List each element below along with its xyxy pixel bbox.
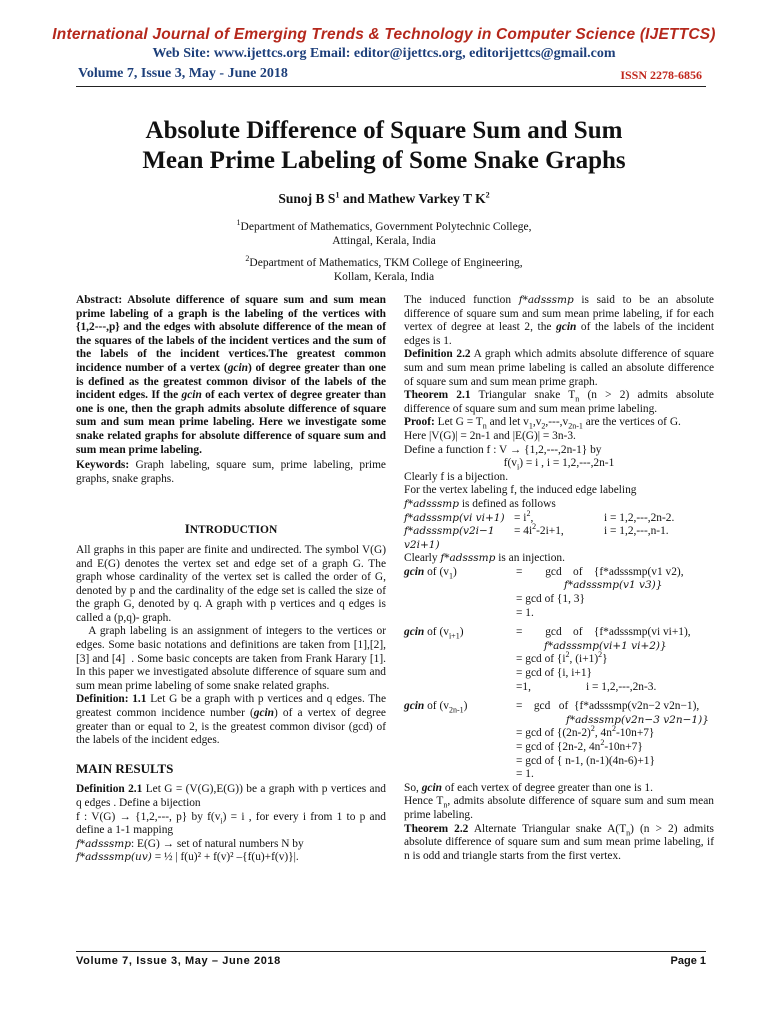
thm21-label: Theorem 2.1 [404, 389, 471, 402]
affil-2-line-1: Department of Mathematics, TKM College of Engineering, [249, 257, 523, 269]
g2-close: ) [459, 626, 464, 639]
eq2-mid-sup: 2 [532, 522, 537, 532]
affiliation-2 [0, 256, 768, 284]
author-1: Sunoj B S [278, 191, 336, 206]
def21-map-3: = ½ | f(u)² + f(v)² –{f(u)+f(v)}|. [151, 851, 299, 864]
so-gcin: gcin [421, 781, 442, 794]
authors [0, 191, 768, 207]
eq1-rhs: i = 1,2,---,2n-2. [604, 511, 675, 524]
g3-line-3b: , 4n [594, 727, 612, 740]
g2-label-gcin: gcin [404, 626, 425, 639]
intro-cap: I [184, 521, 190, 537]
def21-fn: f*adsssmp [76, 837, 131, 850]
eq2-lhs: f*adsssmp(v2i−1 v2i+1) [404, 525, 495, 551]
edge-rest: is defined as follows [458, 497, 556, 510]
g3-line-2: f*adsssmp(v2n−3 v2n−1)} [566, 713, 709, 726]
thm21-text: Triangular snake T [470, 389, 576, 402]
g3-line-6: = 1. [516, 768, 534, 781]
p1-gcin: gcin [556, 321, 577, 334]
proof: Proof: Let $G = T_n$ and let $v_1,v_2,---,v_{2n-1}$ are the vertices of G. [404, 416, 681, 431]
definition-2-1-mapping: f : V(G) → {1,2,---, p} by $f(v_i) = i$ , for every i from 1 to p and define a 1-1 mapping [76, 810, 387, 837]
gcin-v1-block [404, 566, 714, 580]
footer-rule [76, 951, 706, 952]
journal-title: International Journal of Emerging Trends & Technology in Computer Science (IJETTCS) [52, 26, 716, 43]
intro-paragraph-2: A graph labeling is an assignment of integers to the vertices or edges. Some basic notations and definitions are taken from [1],[2],[3] and [4] . Some basic concepts are taken from Frank Harary [1]. In this paper we investigated absolute difference of square sum and sum mean prime labeling of some snake related graphs. [76, 625, 389, 692]
g2-line-5b: i = 1,2,---,2n-3. [586, 680, 657, 693]
def11-text-2: ) of a vertex of degree greater than or equal to 2, is the greatest common divisor (gcd) of the labels of the incident edges. [76, 707, 386, 747]
induced-function-paragraph [404, 294, 714, 348]
g1-sub: 1 [448, 571, 453, 581]
equation-2 [404, 522, 714, 552]
def21-fn-2: f*adsssmp(uv) [76, 851, 152, 864]
abstract-gcin-2: gcin [181, 389, 202, 402]
proof-text-4: ,---,v [545, 416, 569, 429]
here-line: Here |V(G)| = 2n-1 and |E(G)| = 3n-3. [404, 429, 576, 442]
p1-c: of the labels of the incident edges is 1. [404, 321, 714, 347]
g2-line-3c: } [602, 653, 608, 666]
main-results-heading: MAIN RESULTS [76, 760, 174, 776]
paper-title-line-2: Mean Prime Labeling of Some Snake Graphs [142, 147, 626, 174]
journal-website-line: Web Site: www.ijettcs.org Email: editor@ijettcs.org, editorijettcs@gmail.com [152, 46, 616, 61]
page-number: Page 1 [670, 955, 706, 967]
def11-label: Definition: 1.1 [76, 693, 147, 706]
eq2-mid-end: -2i+1, [536, 525, 564, 538]
eq1-mid-base: = i [514, 511, 527, 524]
g2-line-3a: = gcd of {i [516, 653, 566, 666]
affil-1-sup: 1 [236, 218, 241, 228]
author-1-sup: 1 [335, 190, 340, 200]
issue-line: Volume 7, Issue 3, May - June 2018 [78, 66, 288, 81]
author-2-sup: 2 [485, 190, 490, 200]
fvi-line: $f(v_i) = i$ , i = 1,2,---,2n-1 [503, 457, 615, 472]
p1-a: The induced function [404, 294, 519, 306]
eq2-mid [514, 522, 604, 552]
so-b: of each vertex of degree greater than one is 1. [442, 781, 653, 794]
g3-line-4: = gcd of {2n-2, $4n^2-10n+7$} [516, 738, 643, 753]
g3-line-5: = gcd of { n-1, (n-1)(4n-6)+1} [516, 754, 655, 767]
p1-fn: f*adsssmp [518, 294, 574, 306]
header-rule [76, 86, 706, 87]
def21-map-1b: ) = i , for every i from 1 to p and define a 1-1 mapping [76, 810, 387, 837]
g3-of: of (v [424, 700, 449, 713]
g1-line-2: f*adsssmp(v1 v3)} [564, 579, 663, 592]
definition-2-1 [76, 783, 386, 810]
so-line [404, 782, 714, 796]
g2-line-2: f*adsssmp(vi+1 vi+2)} [544, 639, 667, 652]
proof-text-2: and let v [486, 416, 529, 429]
abstract-label: Abstract: [76, 294, 123, 306]
thm22-text-2: ) (n > 2) admits absolute difference of square sum and sum mean prime labeling, if n is odd and triangle starts from the first vertex. [404, 822, 714, 862]
definition-2-2 [404, 348, 714, 389]
eq1-mid [514, 508, 604, 526]
definition-2-1-function [76, 838, 386, 852]
paper-title [70, 116, 698, 176]
paper-title-line-1: Absolute Difference of Square Sum and Sum [145, 117, 623, 144]
g1-close: ) [452, 565, 457, 578]
so-a: So, [404, 781, 422, 794]
g3-line-3c: -10n+7} [615, 727, 655, 740]
right-column [404, 294, 714, 863]
keywords-label: Keywords: [76, 459, 130, 472]
gcin-vi1-block [404, 626, 714, 640]
edge-labeling-def [404, 498, 714, 512]
abstract-text-1: Absolute difference of square sum and sum mean prime labeling of a graph is the labeling of the vertices with {1,2---,p} and the edges with absolute difference of the mean of the squares of the labels of the incident vertices and the sum of the labels of the incident vertices.The greatest common incidence number of a vertex ( [76, 294, 386, 374]
inj-b: is an injection. [495, 552, 565, 565]
g2-line-4: = gcd of {i, i+1} [516, 667, 592, 680]
proof-text-5: are the vertices of G. [582, 416, 681, 429]
eq2-mid-base: = 4i [514, 525, 533, 538]
keywords-text: Graph labeling, square sum, prime labeling, prime graphs, snake graphs. [76, 459, 386, 485]
g2-line-1: = gcd of {f*adsssmp(vi vi+1), [516, 626, 691, 639]
affil-2-line-2: Kollam, Kerala, India [333, 271, 435, 283]
g1-line-1: = gcd of {f*adsssmp(v1 v2), [516, 565, 684, 578]
proof-label: Proof: [404, 416, 435, 429]
eq2-rhs: i = 1,2,---,n-1. [604, 525, 669, 538]
def22-text: A graph which admits absolute difference of square sum and sum mean prime labeling is called an absolute difference of square sum and sum mean prime graph. [404, 348, 714, 388]
p1-b: is said to be an absolute difference of square sum and sum mean prime labeling, if for each vertex of degree at least 2, the [404, 294, 714, 334]
abstract-text-3: of each vertex of degree greater than one is one, then the graph admits absolute difference of square sum and sum mean prime labeling. Here we investigate some snake related graphs for absolute difference of square sum and sum mean prime labeling. [76, 389, 386, 456]
left-column [76, 294, 389, 865]
affil-1-line-2: Attingal, Kerala, India [332, 235, 436, 247]
equation-1 [404, 508, 714, 526]
g3-line-3: = gcd of {$(2n-2)^2$, $4n^2-10n+7$} [516, 724, 655, 740]
def11-gcin: gcin [253, 707, 275, 720]
g3-label-gcin: gcin [404, 700, 425, 713]
g1-line-4: = 1. [516, 606, 534, 619]
fvi-b: ) = i , i = 1,2,---,2n-1 [519, 457, 615, 470]
define-line: Define a function f : V → {1,2,---,2n-1} by [404, 443, 602, 456]
footer-issue: Volume 7, Issue 3, May – June 2018 [76, 955, 281, 967]
g2-line-5a: =1, [516, 680, 531, 693]
g2-of: of (v [424, 626, 449, 639]
theorem-2-1 [404, 389, 714, 416]
def21-label: Definition 2.1 [76, 783, 143, 796]
proof-text-3: ,v [532, 416, 542, 429]
def21-map-1: f : V(G) → {1,2,---, p} by f(v [76, 810, 221, 823]
g1-label [404, 566, 516, 580]
g3-line-4b: -10n+7} [604, 741, 643, 753]
theorem-2-2: Theorem 2.2 Alternate Triangular snake $A(T_n) (n > 2)$ admits absolute difference of square sum and sum mean prime labeling, if n is odd and triangle starts from the first vertex. [404, 822, 714, 862]
g2-sub: i+1 [448, 631, 460, 641]
affil-2-sup: 2 [245, 254, 250, 264]
abstract-gcin-1: gcin [227, 361, 248, 374]
g3-sub: 2n-1 [448, 705, 464, 715]
def11-text: Let G be a graph with p vertices and q edges. The greatest common incidence number ( [76, 693, 387, 720]
g3-line-1: = gcd of {f*adsssmp(v2n−2 v2n−1), [516, 700, 700, 713]
thm22-text: Alternate Triangular snake A(T [468, 822, 627, 835]
intro-rest: NTRODUCTION [189, 524, 278, 537]
author-2: and Mathew Varkey T K [339, 191, 486, 206]
definition-1-1 [76, 693, 386, 747]
g1-line-3: = gcd of {1, 3} [516, 593, 585, 606]
thm22-label: Theorem 2.2 [404, 822, 469, 835]
affil-1-line-1: Department of Mathematics, Government Polytechnic College, [240, 221, 532, 233]
g3-label [404, 700, 516, 714]
edge-fn: f*adsssmp [404, 497, 459, 510]
fvi-a: f(v [503, 457, 517, 470]
g2-line-3b: , (i+1) [569, 653, 599, 666]
def22-label: Definition 2.2 [404, 348, 471, 361]
hence-line: Hence $T_n$, admits absolute difference of square sum and sum mean prime labeling. [404, 795, 714, 821]
eq1-mid-end: , [530, 511, 534, 524]
eq1-mid-sup: 2 [526, 508, 531, 518]
injection-line [404, 552, 714, 566]
g1-of: of (v [424, 565, 449, 578]
abstract [76, 294, 386, 457]
g3-line-3a: = gcd of {(2n-2) [516, 727, 591, 740]
introduction-heading [76, 522, 386, 538]
eq1-lhs: f*adsssmp(vi vi+1) [404, 511, 505, 524]
gcin-v2n1-block [404, 700, 714, 714]
hence-b: , admits absolute difference of square sum and sum mean prime labeling. [404, 795, 714, 821]
intro-paragraph-1: All graphs in this paper are finite and undirected. The symbol V(G) and E(G) denotes the vertex set and edge set of a graph G. The graph whose cardinality of the vertex set is called the order of G, denoted by p and the cardinality of the edge set is called the size of the graph G, denoted by q. A graph with p vertices and q edges is called a (p,q)- graph. [76, 543, 386, 624]
affiliation-1 [0, 220, 768, 248]
inj-fn: f*adsssmp [440, 552, 496, 565]
inj-a: Clearly [404, 552, 441, 565]
abstract-text-2: ) of degree greater than one is defined as the greatest common divisor of the labels of the incident edges. If the [76, 361, 386, 402]
keywords [76, 459, 386, 486]
issn: ISSN 2278-6856 [620, 68, 702, 82]
def21-text: Let G = (V(G),E(G)) be a graph with p vertices and q edges . Define a bijection [76, 783, 386, 809]
bijection-line: Clearly f is a bijection. [404, 470, 509, 483]
hence-a: Hence T [404, 795, 444, 808]
edge-labeling-line: For the vertex labeling f, the induced edge labeling [404, 484, 637, 497]
def21-map-2: : E(G) → set of natural numbers N by [130, 837, 304, 850]
g3-line-4a: = gcd of {2n-2, 4n [516, 741, 601, 753]
g3-close: ) [463, 700, 468, 713]
g2-line-3: = gcd of {$i^2$, $(i+1)^2$} [516, 650, 608, 666]
g1-label-gcin: gcin [404, 565, 425, 578]
g2-label [404, 626, 516, 640]
thm21-text-2: (n > 2) admits absolute difference of square sum and sum mean prime labeling. [404, 389, 714, 415]
proof-text: Let G = T [434, 416, 483, 429]
g2-line-5 [404, 681, 714, 695]
thm21-sub: n [575, 394, 580, 404]
definition-2-1-formula [76, 851, 386, 865]
